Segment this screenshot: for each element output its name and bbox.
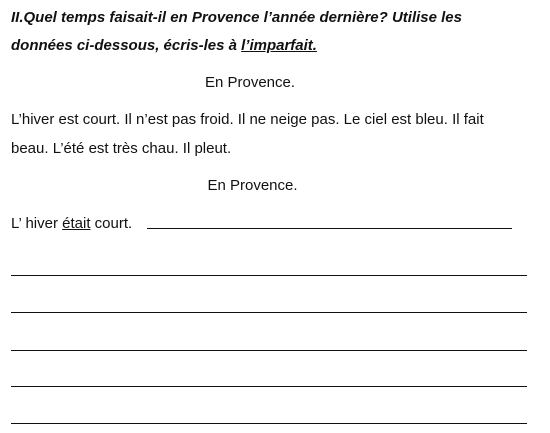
answer-example-prefix: L’ hiver (11, 215, 63, 232)
heading-line2-prefix: données ci-dessous, écris-les à (11, 37, 242, 54)
source-text-line1: L’hiver est court. Il n’est pas froid. Il ne neige pas. Le ciel est bleu. Il fait (11, 111, 484, 128)
exercise-heading-line2 (11, 37, 317, 54)
answer-blank-line-6[interactable] (11, 423, 527, 424)
answer-example (11, 215, 132, 232)
heading-imparfait-emphasis: l’imparfait. (241, 37, 317, 54)
answer-example-verb: était (62, 215, 91, 232)
answer-example-suffix: court. (90, 215, 133, 232)
answer-title: En Provence. (207, 177, 298, 194)
source-text-line2: beau. L’été est très chau. Il pleut. (11, 140, 232, 157)
answer-blank-line-1[interactable] (147, 228, 512, 229)
source-title: En Provence. (204, 74, 296, 91)
answer-blank-line-2[interactable] (11, 275, 527, 276)
answer-blank-line-3[interactable] (11, 312, 527, 313)
exercise-heading-line1: II.Quel temps faisait-il en Provence l’année dernière? Utilise les (11, 9, 462, 26)
answer-blank-line-4[interactable] (11, 350, 527, 351)
answer-blank-line-5[interactable] (11, 386, 527, 387)
